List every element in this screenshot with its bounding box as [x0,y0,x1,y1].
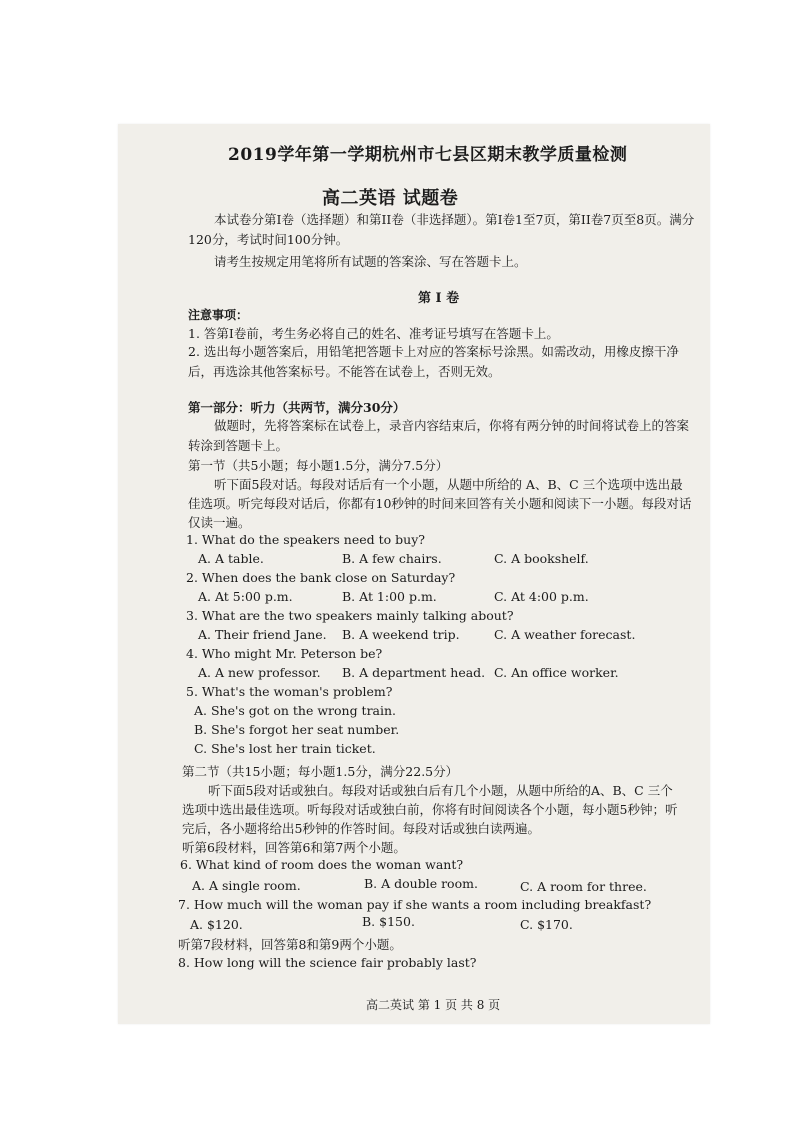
section-heading: 第一节（共5小题；每小题1.5分，满分7.5分） [188,458,449,473]
option-c: C. She's lost her train ticket. [194,741,376,756]
part-heading: 第一部分：听力（共两节，满分30分） [188,400,406,415]
note-item: 1. 答第I卷前，考生务必将自己的姓名、准考证号填写在答题卡上。 [188,326,559,341]
section-title: 第 I 卷 [418,291,460,306]
question-stem: 4. Who might Mr. Peterson be? [186,646,383,661]
option-b: B. A few chairs. [342,551,442,566]
option-c: C. A bookshelf. [494,551,589,566]
question-stem: 6. What kind of room does the woman want? [180,857,464,872]
option-b: B. She's forgot her seat number. [194,722,400,737]
section-instruction: 选项中选出最佳选项。听每段对话或独白前，你将有时间阅读各个小题，每小题5秒钟；听 [182,802,678,817]
intro-line: 请考生按规定用笔将所有试题的答案涂、写在答题卡上。 [214,254,527,269]
option-a: A. A single room. [192,878,301,893]
section-instruction: 听下面5段对话。每段对话后有一个小题，从题中所给的 A、B、C 三个选项中选出最 [214,477,683,492]
part-instruction: 转涂到答题卡上。 [188,438,289,453]
material-note: 听第7段材料，回答第8和第9两个小题。 [178,937,402,952]
section-instruction: 佳选项。听完每段对话后，你都有10秒钟的时间来回答有关小题和阅读下一小题。每段对话 [188,496,692,511]
question-stem: 3. What are the two speakers mainly talking about? [186,608,514,623]
part-instruction: 做题时，先将答案标在试卷上，录音内容结束后，你将有两分钟的时间将试卷上的答案 [214,418,690,433]
option-a: A. A table. [198,551,264,566]
option-a: A. $120. [190,917,243,932]
option-b: B. A double room. [364,876,478,891]
question-stem: 2. When does the bank close on Saturday? [186,570,456,585]
option-b: B. $150. [362,914,415,929]
intro-line: 本试卷分第I卷（选择题）和第II卷（非选择题）。第I卷1至7页，第II卷7页至8页。满分 [214,212,695,227]
option-b: B. A weekend trip. [342,627,460,642]
exam-subtitle: 高二英语 试题卷 [322,188,459,209]
note-item: 后，再选涂其他答案标号。不能答在试卷上，否则无效。 [188,364,501,379]
section-instruction: 听下面5段对话或独白。每段对话或独白后有几个小题，从题中所给的A、B、C 三个 [208,783,673,798]
option-c: C. At 4:00 p.m. [494,589,589,604]
option-c: C. An office worker. [494,665,619,680]
option-b: B. At 1:00 p.m. [342,589,437,604]
question-stem: 5. What's the woman's problem? [186,684,393,699]
note-item: 2. 选出每小题答案后，用铅笔把答题卡上对应的答案标号涂黑。如需改动，用橡皮擦干净 [188,344,679,359]
option-b: B. A department head. [342,665,486,680]
option-a: A. She's got on the wrong train. [194,703,397,718]
section-heading: 第二节（共15小题；每小题1.5分，满分22.5分） [182,764,459,779]
question-stem: 8. How long will the science fair probably last? [178,955,477,970]
section-instruction: 完后，各小题将给出5秒钟的作答时间。每段对话或独白读两遍。 [182,821,540,836]
option-a: A. A new professor. [198,665,321,680]
option-a: A. At 5:00 p.m. [198,589,293,604]
option-c: C. $170. [520,917,573,932]
exam-title: 2019学年第一学期杭州市七县区期末教学质量检测 [228,145,628,165]
question-stem: 7. How much will the woman pay if she wants a room including breakfast? [178,897,652,912]
intro-line: 120分，考试时间100分钟。 [188,232,349,247]
notes-heading: 注意事项： [188,308,249,322]
material-note: 听第6段材料，回答第6和第7两个小题。 [182,840,406,855]
option-a: A. Their friend Jane. [198,627,327,642]
section-instruction: 仅读一遍。 [188,515,251,530]
question-stem: 1. What do the speakers need to buy? [186,532,425,547]
page-footer: 高二英试 第 1 页 共 8 页 [366,998,501,1012]
option-c: C. A room for three. [520,879,647,894]
option-c: C. A weather forecast. [494,627,636,642]
